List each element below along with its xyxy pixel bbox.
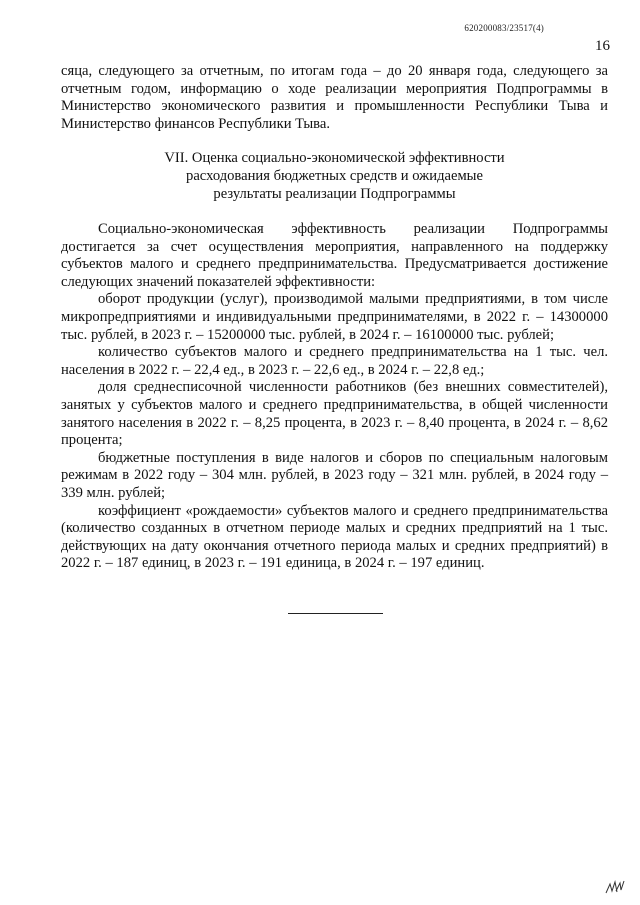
paragraph-tax-revenue-indicator: бюджетные поступления в виде налогов и сборов по специальным налоговым режимам в 2022 году – 304 млн. рублей, в 2023 году – 321 млн. рублей, в 2024 году – 339 млн. рублей; [61,449,608,501]
document-registration-code: 620200083/23517(4) [464,23,544,33]
section-body [61,221,608,573]
paragraph-turnover-indicator: оборот продукции (услуг), производимой малыми предприятиями, в том числе микропредприятиями и индивидуальными предпринимателями, в 2022 г. – 14300000 тыс. рублей, в 2023 г. – 15200000 тыс. рублей, в 2024 г. – 16100000 тыс. рублей; [61,291,608,343]
end-of-text-separator-line [288,613,383,614]
paragraph-intro: Социально-экономическая эффективность реализации Подпрограммы достигается за счет осуществления мероприятия, направленного на поддержку субъектов малого и среднего предпринимательства. Предусматривается достижение следующих значений показателей эффективности: [61,221,608,290]
section-heading-line-2: расходования бюджетных средств и ожидаемые [186,167,483,184]
handwritten-initials-mark [604,879,626,895]
paragraph-smb-count-indicator: количество субъектов малого и среднего предпринимательства на 1 тыс. чел. населения в 2022 г. – 22,4 ед., в 2023 г. – 22,6 ед., в 2024 г. – 22,8 ед.; [61,344,608,378]
paragraph-birth-rate-indicator: коэффициент «рождаемости» субъектов малого и среднего предпринимательства (количество созданных в отчетном периоде малых и средних предприятий на 1 тыс. действующих на дату окончания отчетного периода малых и средних предприятий) в 2022 г. – 187 единиц, в 2023 г. – 191 единица, в 2024 г. – 197 единиц. [61,502,608,572]
page-number: 16 [595,38,610,54]
section-heading [61,150,608,203]
section-heading-line-1: VII. Оценка социально-экономической эффективности [164,150,505,166]
continuation-text: сяца, следующего за отчетным, по итогам года – до 20 января года, следующего за отчетным годом, информацию о ходе реализации мероприятия Подпрограммы в Министерство экономического развития и промышленности Республики Тыва и Министерство финансов Республики Тыва. [61,63,608,132]
paragraph-employment-share-indicator: доля среднесписочной численности работников (без внешних совместителей), занятых у субъектов малого и среднего предпринимательства, в общей численности занятого населения в 2022 г. – 8,25 процента, в 2023 г. – 8,40 процента, в 2024 г. – 8,62 процента; [61,379,608,449]
section-heading-line-3: результаты реализации Подпрограммы [213,185,456,202]
continuation-paragraph [61,63,608,133]
